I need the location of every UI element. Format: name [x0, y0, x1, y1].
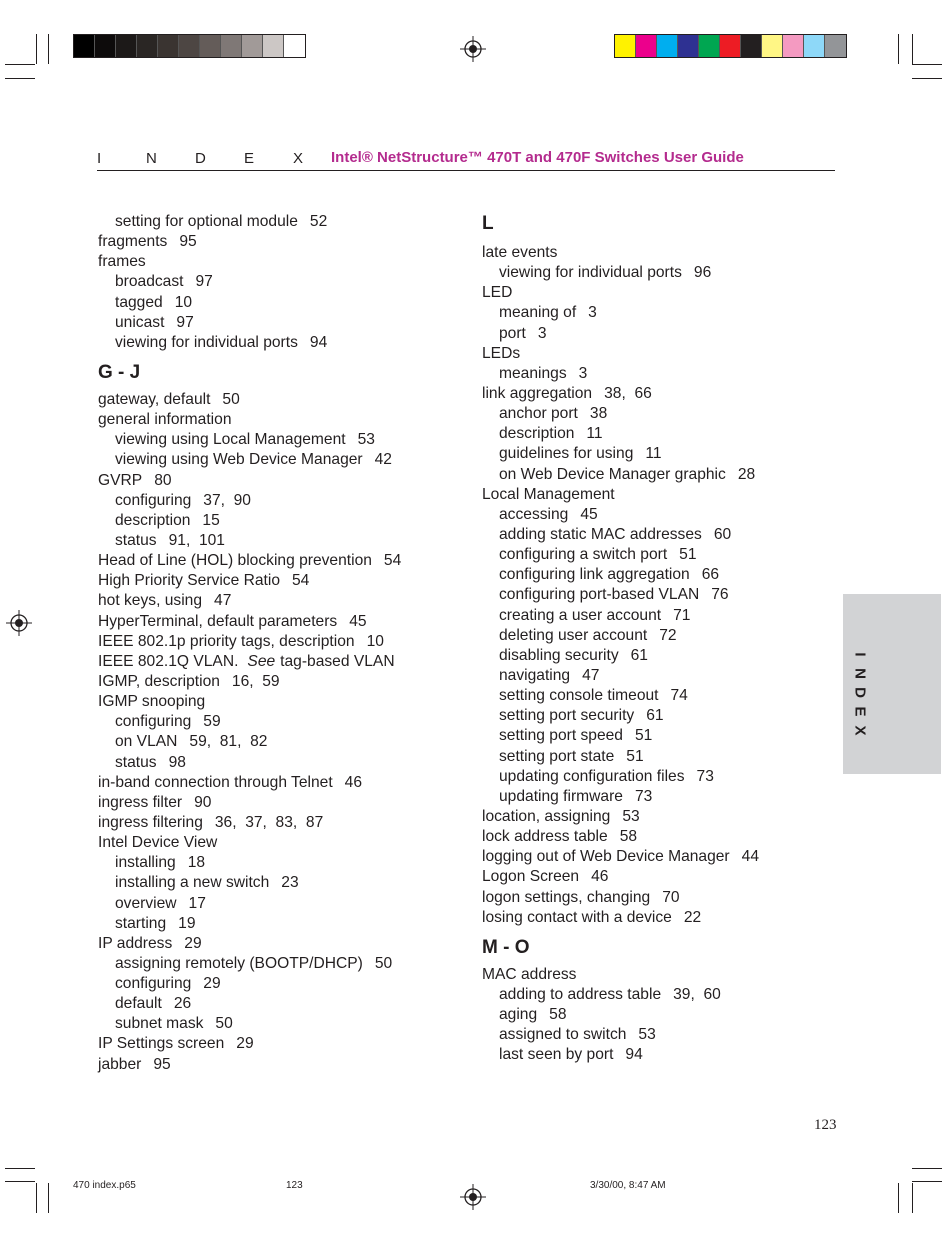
page-reference: 11: [645, 445, 662, 463]
side-tab-letter: E: [851, 706, 869, 717]
index-entry: [482, 827, 822, 847]
index-subentry: [482, 505, 822, 525]
index-subentry: [482, 585, 822, 605]
index-entry: [98, 672, 468, 692]
index-entry: [98, 471, 468, 491]
index-term: setting for optional module: [115, 213, 298, 230]
index-subentry: [482, 263, 822, 283]
see-target: tag-based VLAN: [280, 652, 395, 670]
index-subentry: [98, 491, 468, 511]
color-swatch: [741, 35, 762, 57]
index-term: guidelines for using: [499, 445, 634, 463]
page-reference: 46: [591, 868, 609, 886]
page-reference: 72: [659, 626, 677, 644]
index-subentry: [482, 324, 822, 344]
see-reference: See: [247, 652, 276, 670]
index-term: LED: [482, 284, 513, 302]
index-subentry: [98, 333, 468, 353]
index-term: overview: [115, 894, 177, 912]
index-term: late events: [482, 244, 558, 261]
index-column-left: [98, 212, 468, 1075]
index-subentry: [482, 686, 822, 706]
index-term: lock address table: [482, 828, 608, 846]
page-reference: 47: [582, 666, 600, 684]
color-swatch: [263, 35, 284, 57]
page-reference: 10: [366, 632, 384, 650]
index-section-heading: G - J: [98, 361, 141, 383]
index-subentry: [482, 465, 822, 485]
color-swatch: [762, 35, 783, 57]
page-reference: 98: [168, 753, 186, 771]
page-reference: 50: [215, 1015, 233, 1033]
index-term: assigning remotely (BOOTP/DHCP): [115, 954, 363, 972]
index-term: setting console timeout: [499, 687, 659, 705]
index-term: general information: [98, 411, 232, 429]
page-reference: 53: [622, 807, 640, 825]
index-term: configuring port-based VLAN: [499, 586, 700, 604]
page-reference: 90: [194, 793, 212, 811]
page-reference: 73: [634, 787, 653, 805]
color-swatch: [74, 35, 95, 57]
index-header-letter: N: [146, 150, 157, 167]
index-subentry: [482, 606, 822, 626]
index-entry: [98, 793, 468, 813]
page-reference: 59: [203, 713, 221, 731]
color-swatch: [137, 35, 158, 57]
index-subentry: [482, 424, 822, 444]
index-subentry: [98, 974, 468, 994]
index-entry: [482, 888, 822, 908]
page-reference: 59, 81, 82: [189, 733, 268, 751]
page-reference: 50: [374, 954, 393, 972]
index-entry: [98, 632, 468, 652]
registration-mark-icon: [460, 1184, 486, 1210]
index-term: status: [115, 753, 157, 771]
page-reference: 45: [349, 612, 367, 630]
index-header-letter: I: [97, 150, 102, 167]
process-color-bar: [614, 34, 847, 58]
index-term: fragments: [98, 233, 168, 251]
index-entry: [98, 591, 468, 611]
index-subentry: [482, 1005, 822, 1025]
index-subentry: [482, 545, 822, 565]
index-subentry: [482, 726, 822, 746]
color-swatch: [783, 35, 804, 57]
index-term: losing contact with a device: [482, 908, 672, 926]
page-reference: 70: [662, 888, 680, 906]
color-swatch: [825, 35, 846, 57]
index-subentry: [482, 525, 822, 545]
index-term: starting: [115, 914, 167, 932]
index-entry: [98, 390, 468, 410]
index-term: viewing for individual ports: [115, 333, 298, 351]
color-swatch: [615, 35, 636, 57]
index-subentry: [482, 706, 822, 726]
index-term: updating firmware: [499, 787, 623, 805]
index-subentry: [98, 712, 468, 732]
color-swatch: [200, 35, 221, 57]
index-subentry: [482, 1025, 822, 1045]
index-entry: [98, 571, 468, 591]
page-reference: 11: [586, 425, 603, 443]
page-reference: 51: [626, 747, 644, 765]
index-term: viewing for individual ports: [499, 264, 682, 282]
page-reference: 73: [696, 767, 714, 785]
index-term: Logon Screen: [482, 868, 580, 886]
index-subentry: [482, 985, 822, 1005]
index-subentry: [98, 293, 468, 313]
index-term: link aggregation: [482, 384, 593, 402]
index-term: assigned to switch: [499, 1026, 627, 1044]
page-reference: 18: [187, 854, 206, 872]
index-term: installing a new switch: [115, 874, 270, 892]
color-swatch: [242, 35, 263, 57]
index-term: configuring: [115, 491, 192, 509]
index-term: navigating: [499, 666, 571, 684]
color-swatch: [284, 35, 305, 57]
page-reference: 10: [174, 293, 193, 311]
index-entry: [98, 813, 468, 833]
index-term: MAC address: [482, 965, 577, 983]
index-term: location, assigning: [482, 807, 611, 825]
page-reference: 37, 90: [203, 491, 251, 509]
color-swatch: [179, 35, 200, 57]
page-reference: 53: [357, 431, 375, 449]
page-reference: 50: [222, 390, 240, 408]
color-swatch: [720, 35, 741, 57]
index-term: tagged: [115, 293, 163, 311]
index-term: HyperTerminal, default parameters: [98, 612, 338, 630]
index-term: adding to address table: [499, 985, 662, 1003]
index-entry: [482, 807, 822, 827]
index-subentry: [98, 450, 468, 470]
index-subentry: [482, 646, 822, 666]
page-reference: 36, 37, 83, 87: [214, 813, 324, 831]
color-swatch: [221, 35, 242, 57]
index-subentry: [482, 767, 822, 787]
index-entry: [98, 652, 468, 672]
slug-datetime: 3/30/00, 8:47 AM: [590, 1180, 666, 1191]
index-term: configuring a switch port: [499, 546, 668, 564]
index-term: updating configuration files: [499, 767, 685, 785]
index-entry: [98, 773, 468, 793]
index-term: adding static MAC addresses: [499, 525, 702, 543]
page-reference: 80: [154, 471, 172, 489]
page-reference: 3: [537, 324, 547, 342]
index-term: description: [115, 511, 191, 529]
index-subentry: [98, 914, 468, 934]
index-term: port: [499, 324, 526, 342]
index-term: last seen by port: [499, 1046, 614, 1064]
page-reference: 61: [630, 646, 648, 664]
index-term: in-band connection through Telnet: [98, 773, 333, 791]
index-subentry: [98, 511, 468, 531]
index-subentry: [98, 531, 468, 551]
index-entry: [482, 344, 822, 364]
page-reference: 61: [646, 707, 664, 725]
index-subentry: [98, 894, 468, 914]
index-entry: [98, 1034, 468, 1054]
slug-filename: 470 index.p65: [73, 1180, 136, 1191]
index-term: setting port security: [499, 707, 635, 725]
index-subentry: [482, 1045, 822, 1065]
index-term: configuring: [115, 975, 192, 993]
index-term: jabber: [98, 1055, 142, 1073]
color-swatch: [158, 35, 179, 57]
index-section-heading: L: [482, 213, 494, 234]
page-reference: 29: [236, 1035, 254, 1053]
page-reference: 15: [202, 511, 220, 529]
page-reference: 94: [309, 333, 328, 351]
index-subentry: [98, 430, 468, 450]
index-subentry: [98, 313, 468, 333]
page-reference: 22: [683, 908, 702, 926]
color-swatch: [804, 35, 825, 57]
index-subentry: [482, 747, 822, 767]
index-entry: [482, 384, 822, 404]
color-swatch: [116, 35, 137, 57]
document-title: Intel® NetStructure™ 470T and 470F Switches User Guide: [331, 149, 744, 166]
index-section-heading: M - O: [482, 936, 530, 958]
index-header-letter: E: [244, 150, 255, 167]
page-reference: 51: [634, 727, 653, 745]
index-subentry: [98, 732, 468, 752]
index-entry: [98, 551, 468, 571]
index-term: Local Management: [482, 485, 615, 503]
index-term: disabling security: [499, 646, 619, 664]
index-term: Intel Device View: [98, 834, 218, 852]
page-reference: 23: [281, 874, 299, 892]
index-entry: [482, 283, 822, 303]
index-term: logging out of Web Device Manager: [482, 848, 730, 866]
color-swatch: [636, 35, 657, 57]
registration-mark-icon: [6, 610, 32, 636]
index-subentry: [98, 272, 468, 292]
index-term: configuring link aggregation: [499, 566, 690, 584]
page-reference: 54: [383, 552, 402, 570]
page-reference: 94: [625, 1046, 643, 1064]
page-reference: 95: [179, 233, 197, 251]
index-subentry: [98, 753, 468, 773]
page-reference: 44: [741, 848, 759, 866]
index-column-right: [482, 212, 822, 1065]
index-subentry: [98, 1014, 468, 1034]
side-tab-letter: X: [851, 725, 869, 736]
index-term: Head of Line (HOL) blocking prevention: [98, 552, 372, 570]
index-term: status: [115, 531, 157, 549]
index-term: on Web Device Manager graphic: [499, 465, 726, 483]
index-term: on VLAN: [115, 733, 178, 751]
index-term: IGMP, description: [98, 672, 220, 690]
page-reference: 52: [309, 213, 328, 230]
index-subentry: [98, 954, 468, 974]
index-term: meaning of: [499, 304, 577, 322]
color-swatch: [657, 35, 678, 57]
index-term: configuring: [115, 713, 192, 731]
index-subentry: [482, 364, 822, 384]
index-term: meanings: [499, 364, 567, 382]
index-term: aging: [499, 1006, 538, 1024]
index-term: accessing: [499, 505, 569, 523]
page-reference: 97: [195, 273, 213, 291]
color-swatch: [678, 35, 699, 57]
side-tab-letter: D: [851, 687, 869, 698]
index-entry: [98, 934, 468, 954]
index-header-letter: D: [195, 150, 206, 167]
color-swatch: [95, 35, 116, 57]
index-entry: [482, 867, 822, 887]
index-term: subnet mask: [115, 1015, 204, 1033]
page-reference: 38: [589, 405, 608, 423]
page-reference: 58: [549, 1006, 567, 1024]
index-subentry: [482, 404, 822, 424]
index-entry: [98, 252, 468, 272]
page-reference: 28: [737, 465, 756, 483]
index-entry: [482, 847, 822, 867]
grayscale-color-bar: [73, 34, 306, 58]
index-subentry: [482, 626, 822, 646]
page-reference: 60: [713, 525, 732, 543]
index-entry: [482, 965, 822, 985]
index-term: viewing using Web Device Manager: [115, 451, 363, 469]
index-term: LEDs: [482, 344, 521, 362]
index-term: logon settings, changing: [482, 888, 651, 906]
index-header-label: [97, 150, 342, 167]
page-reference: 19: [178, 914, 196, 932]
index-term: creating a user account: [499, 606, 662, 624]
index-term: IEEE 802.1Q VLAN.: [98, 652, 239, 670]
page-reference: 97: [176, 313, 194, 331]
index-entry: [482, 243, 822, 263]
index-subentry: [482, 787, 822, 807]
index-subentry: [98, 212, 468, 232]
slug-page: 123: [286, 1180, 303, 1191]
page-reference: 3: [588, 304, 597, 322]
registration-mark-icon: [460, 36, 486, 62]
index-term: description: [499, 425, 575, 443]
page-reference: 38, 66: [604, 384, 652, 402]
index-term: viewing using Local Management: [115, 431, 346, 449]
page-reference: 96: [693, 264, 712, 282]
page-reference: 29: [203, 975, 221, 993]
page-reference: 47: [214, 592, 232, 610]
page-reference: 95: [153, 1055, 171, 1073]
index-term: hot keys, using: [98, 592, 203, 610]
side-tab-letter: I: [851, 652, 869, 657]
page-reference: 3: [578, 364, 588, 382]
index-entry: [482, 908, 822, 928]
page-reference: 54: [292, 572, 310, 590]
index-term: anchor port: [499, 405, 578, 423]
index-term: unicast: [115, 313, 165, 331]
page-reference: 91, 101: [168, 531, 225, 549]
index-subentry: [482, 565, 822, 585]
index-entry: [98, 692, 468, 712]
page-reference: 16, 59: [231, 672, 280, 690]
page-reference: 29: [184, 934, 202, 952]
index-entry: [98, 612, 468, 632]
index-term: IGMP snooping: [98, 693, 206, 711]
page-reference: 26: [173, 995, 192, 1013]
page-reference: 39, 60: [673, 985, 721, 1003]
page-reference: 45: [580, 505, 598, 523]
page-reference: 74: [670, 687, 688, 705]
index-subentry: [98, 853, 468, 873]
index-term: IP Settings screen: [98, 1035, 225, 1053]
index-term: IP address: [98, 934, 173, 952]
side-tab-label: [852, 645, 868, 740]
page-reference: 53: [638, 1026, 656, 1044]
index-term: ingress filtering: [98, 813, 203, 831]
index-header-letter: X: [293, 150, 304, 167]
index-term: deleting user account: [499, 626, 648, 644]
page-number: 123: [814, 1117, 837, 1133]
page-reference: 17: [188, 894, 206, 912]
index-term: gateway, default: [98, 390, 211, 408]
page-reference: 76: [711, 586, 729, 604]
index-term: ingress filter: [98, 793, 183, 811]
index-subentry: [482, 444, 822, 464]
index-subentry: [98, 873, 468, 893]
header-rule: [97, 170, 835, 171]
index-term: installing: [115, 854, 176, 872]
index-term: default: [115, 995, 162, 1013]
index-term: IEEE 802.1p priority tags, description: [98, 632, 355, 650]
index-entry: [482, 485, 822, 505]
page-reference: 58: [619, 828, 638, 846]
index-term: broadcast: [115, 273, 184, 291]
page-reference: 66: [701, 566, 720, 584]
index-subentry: [482, 303, 822, 323]
index-term: High Priority Service Ratio: [98, 572, 280, 590]
page-reference: 51: [679, 546, 697, 564]
index-entry: [98, 232, 468, 252]
side-tab-letter: N: [851, 668, 869, 679]
index-term: GVRP: [98, 471, 143, 489]
index-subentry: [482, 666, 822, 686]
page-reference: 46: [344, 773, 363, 791]
page-reference: 71: [673, 606, 691, 624]
page-reference: 42: [374, 451, 392, 469]
index-entry: [98, 1055, 468, 1075]
index-term: setting port state: [499, 747, 615, 765]
index-subentry: [98, 994, 468, 1014]
index-term: frames: [98, 253, 146, 271]
index-entry: [98, 833, 468, 853]
index-entry: [98, 410, 468, 430]
index-term: setting port speed: [499, 727, 623, 745]
color-swatch: [699, 35, 720, 57]
